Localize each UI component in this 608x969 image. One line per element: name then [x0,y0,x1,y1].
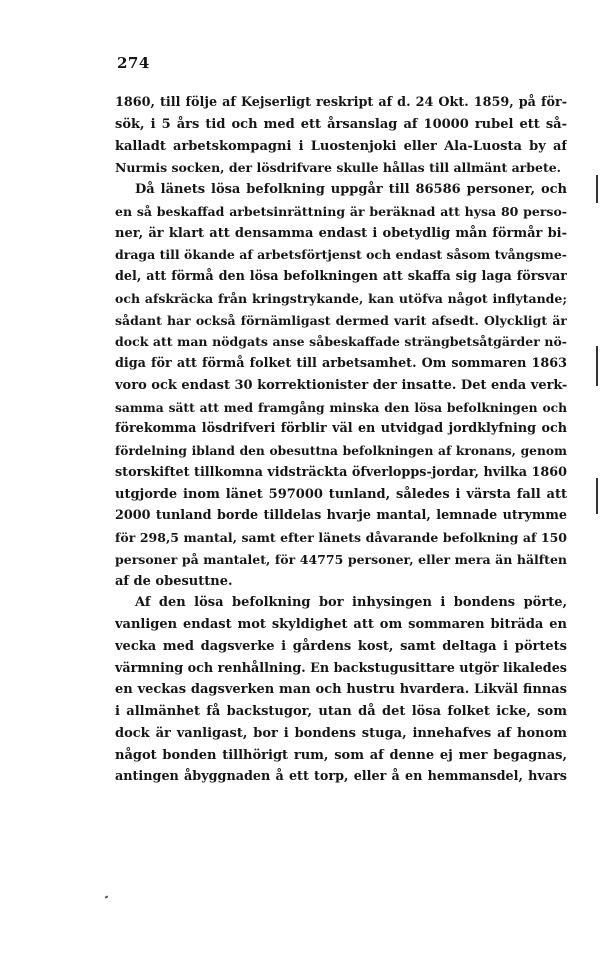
text-line: vanligen endast mot skyldighet att om sommaren biträda en [115,617,567,632]
text-line: Nurmis socken, der lösdrifvare skulle hållas till allmänt arbete. [115,160,562,176]
text-line: dock att man nödgats anse såbeskaffade strängbetsåtgärder nö- [115,334,567,350]
scan-margin-mark [596,478,598,514]
paragraph-start: Af den lösa befolkning bor inhysingen i bondens pörte, [135,595,567,611]
scan-speck [105,895,109,898]
text-line: och afskräcka från kringstrykande, kan utöfva något inflytande; [115,290,567,306]
text-line: en så beskaffad arbetsinrättning är beräknad att hysa 80 perso- [115,203,567,219]
text-line: voro ock endast 30 korrektionister der insatte. Det enda verk- [115,377,567,393]
text-line: antingen åbyggnaden å ett torp, eller å en hemmansdel, hvars [115,769,567,785]
text-line: 2000 tunland borde tilldelas hvarje mantal, lemnade utrymme [115,508,567,524]
text-line: utgjorde inom länet 597000 tunland, således i värsta fall att [115,486,567,502]
text-line: 1860, till följe af Kejserligt reskript af d. 24 Okt. 1859, på för- [115,95,567,110]
scan-margin-mark [596,175,598,203]
text-line: värmning och renhållning. En backstugusittare utgör likaledes [115,660,567,676]
text-line: vecka med dagsverke i gårdens kost, samt deltaga i pörtets [115,638,567,654]
page-number: 274 [117,54,150,72]
text-line: något bonden tillhörigt rum, som af denne ej mer begagnas, [115,747,567,763]
text-line: af de obesuttne. [115,573,233,589]
text-line: för 298,5 mantal, samt efter länets dåvarande befolkning af 150 [115,530,567,545]
text-line: fördelning ibland den obesuttna befolkningen af kronans, genom [115,443,567,458]
text-line: förekomma lösdrifveri förblir väl en utvidgad jordklyfning och [115,421,567,437]
paragraph-start: Då länets lösa befolkning uppgår till 86586 personer, och [135,182,567,197]
text-line: samma sätt att med framgång minska den lösa befolkningen och [115,399,567,415]
text-line: draga till ökande af arbetsförtjenst och endast såsom tvångsme- [115,247,567,263]
text-line: del, att förmå den lösa befolkningen att skaffa sig laga försvar [115,269,567,284]
text-line: storskiftet tillkomna vidsträckta öfverlopps-jordar, hvilka 1860 [115,464,567,480]
text-line: dock är vanligast, bor i bondens stuga, innehafves af honom [115,725,567,741]
scan-margin-mark [596,346,598,386]
text-line: ner, är klart att densamma endast i obetydlig mån förmår bi- [115,225,567,241]
text-line: kalladt arbetskompagni i Luostenjoki eller Ala-Luosta by af [115,138,567,154]
text-line: diga för att förmå folket till arbetsamhet. Om sommaren 1863 [115,356,567,371]
text-line: i allmänhet få backstugor, utan då det lösa folket icke, som [115,704,567,719]
text-line: sök, i 5 års tid och med ett årsanslag af 10000 rubel ett så- [115,116,567,132]
body-text [115,92,567,788]
text-line: en veckas dagsverken man och hustru hvardera. Likväl finnas [115,682,567,698]
text-line: sådant har också förnämligast dermed varit afsedt. Olyckligt är [115,312,567,328]
text-line: personer på mantalet, för 44775 personer, eller mera än hälften [115,551,567,567]
